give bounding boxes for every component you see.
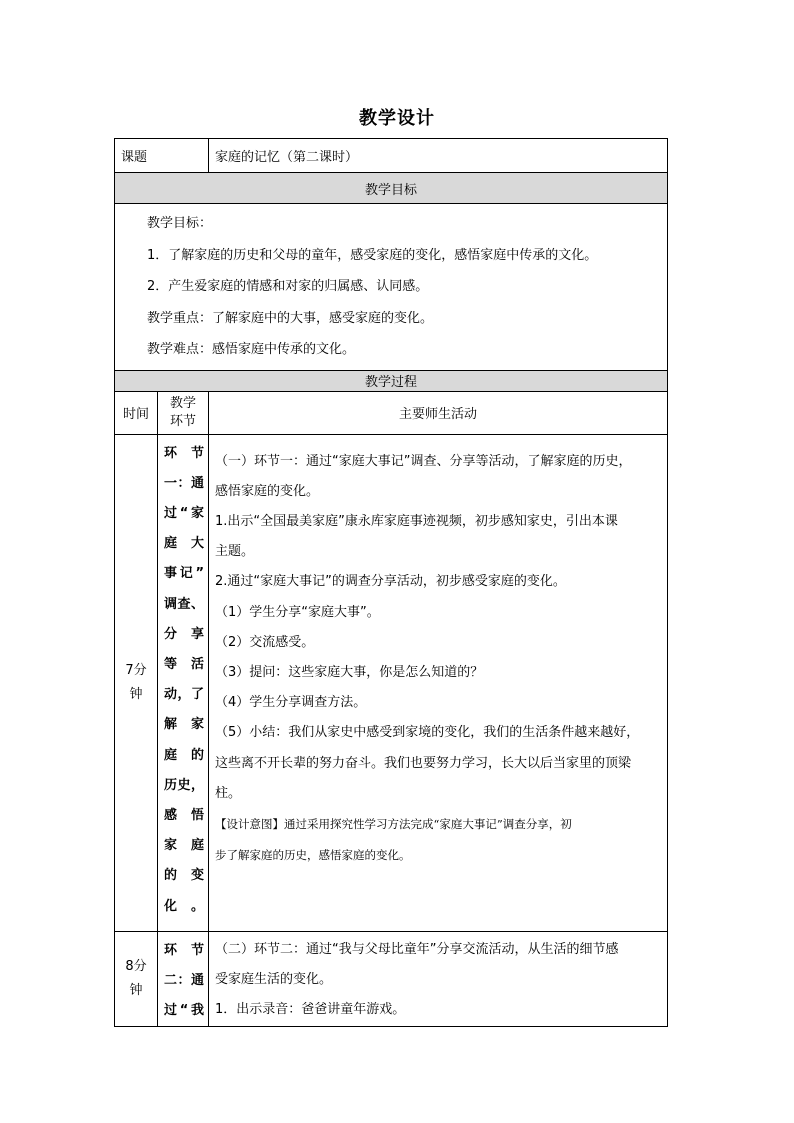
stage-line: 事记” — [164, 566, 205, 582]
activity-line: （二）环节二：通过“我与父母比童年”分享交流活动，从生活的细节感 — [215, 941, 619, 957]
stage-line: 动，了 — [164, 687, 205, 703]
objective-line: 2．产生爱家庭的情感和对家的归属感、认同感。 — [147, 279, 429, 294]
section-time — [115, 931, 158, 1026]
col-stage-header-bottom: 环节 — [170, 413, 197, 429]
page-title: 教学设计 — [359, 108, 435, 129]
objectives-cell — [115, 204, 668, 371]
activity-line: （3）提问：这些家庭大事，你是怎么知道的？ — [215, 664, 484, 680]
topic-value: 家庭的记忆（第二课时） — [209, 139, 668, 173]
stage-line: 化。 — [164, 898, 205, 914]
activity-line: （2）交流感受。 — [215, 634, 315, 650]
activity-line: （5）小结：我们从家史中感受到家境的变化，我们的生活条件越来越好， — [215, 725, 640, 741]
lesson-plan-table — [114, 138, 668, 1027]
activity-line: （1）学生分享“家庭大事”。 — [215, 604, 380, 620]
section-time — [115, 434, 158, 931]
stage-line: 解 家 — [164, 717, 205, 733]
col-stage-header-top: 教学 — [170, 395, 197, 411]
stage-line: 过“家 — [164, 505, 205, 521]
topic-label: 课题 — [115, 139, 209, 173]
stage-line: 分 享 — [164, 626, 205, 642]
col-time-header: 时间 — [115, 391, 158, 434]
objective-line: 教学目标： — [147, 216, 213, 231]
design-intent-line: 步了解家庭的历史，感悟家庭的变化。 — [215, 847, 411, 862]
section-row-1 — [115, 434, 668, 931]
process-header-row — [115, 370, 668, 391]
activity-line: 主题。 — [215, 544, 255, 560]
objectives-header-row — [115, 173, 668, 204]
stage-line: 调查、 — [164, 596, 205, 612]
activity-line: 柱。 — [215, 785, 242, 801]
objectives-row — [115, 204, 668, 371]
objective-line: 教学难点：感悟家庭中传承的文化。 — [147, 342, 356, 357]
col-stage-header — [158, 391, 209, 434]
activity-line: 受家庭生活的变化。 — [215, 971, 333, 987]
activity-line: 1.出示“全国最美家庭”康永库家庭事迹视频，初步感知家史，引出本课 — [215, 513, 618, 529]
section-time-top: 8分 — [125, 958, 147, 974]
activity-line: 这些离不开长辈的努力奋斗。我们也要努力学习，长大以后当家里的顶梁 — [215, 755, 632, 771]
stage-line: 过“我 — [164, 1002, 205, 1018]
column-header-row — [115, 391, 668, 434]
design-intent-line: 【设计意图】通过采用探究性学习方法完成“家庭大事记”调查分享，初 — [215, 816, 572, 831]
section-activity — [209, 931, 668, 1026]
stage-line: 家 庭 — [164, 838, 205, 854]
stage-line: 环 节 — [164, 942, 205, 958]
stage-line: 历史， — [164, 777, 205, 793]
section-time-bottom: 钟 — [129, 982, 143, 998]
section-stage — [158, 931, 209, 1026]
stage-line: 庭 的 — [164, 747, 205, 763]
activity-line: 1．出示录音：爸爸讲童年游戏。 — [215, 1001, 406, 1017]
objective-line: 1．了解家庭的历史和父母的童年，感受家庭的变化，感悟家庭中传承的文化。 — [147, 247, 598, 263]
stage-line: 环 节 — [164, 445, 205, 461]
activity-top-spacer — [215, 435, 661, 447]
objective-line: 教学重点：了解家庭中的大事，感受家庭的变化。 — [147, 310, 434, 326]
stage-line: 的 变 — [164, 868, 205, 884]
stage-line: 感 悟 — [164, 807, 205, 823]
objectives-header: 教学目标 — [115, 173, 668, 204]
col-activity-header: 主要师生活动 — [209, 391, 668, 434]
stage-line: 等 活 — [164, 656, 205, 672]
stage-line: 庭 大 — [164, 536, 205, 552]
section-time-top: 7分 — [125, 662, 147, 678]
section-stage — [158, 434, 209, 931]
section-time-bottom: 钟 — [129, 686, 143, 702]
process-header: 教学过程 — [115, 370, 668, 391]
stage-line: 一：通 — [164, 475, 205, 491]
section-row-2 — [115, 931, 668, 1026]
activity-line: 2.通过“家庭大事记”的调查分享活动，初步感受家庭的变化。 — [215, 574, 566, 590]
activity-line: （一）环节一：通过“家庭大事记”调查、分享等活动，了解家庭的历史， — [215, 453, 632, 469]
section-activity — [209, 434, 668, 931]
topic-row — [115, 139, 668, 173]
activity-line: 感悟家庭的变化。 — [215, 483, 320, 499]
stage-line: 二：通 — [164, 972, 205, 988]
activity-line: （4）学生分享调查方法。 — [215, 695, 367, 711]
